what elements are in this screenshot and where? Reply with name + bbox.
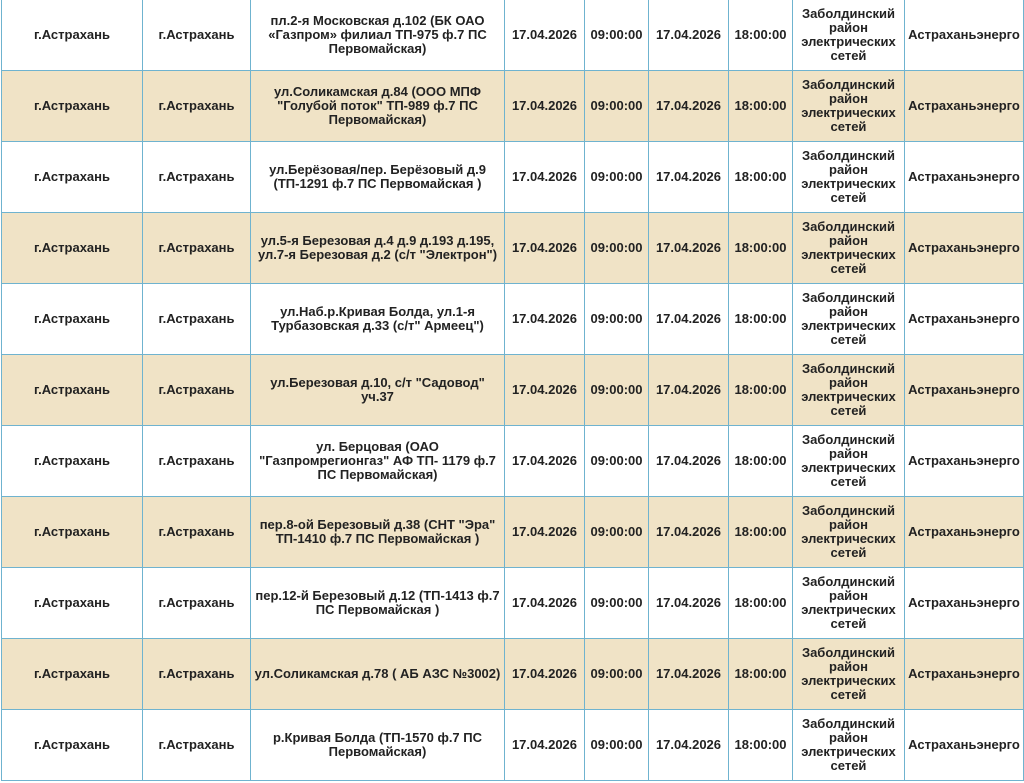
district-cell: Заболдинский район электрических сетей (793, 639, 905, 710)
start-date-cell: 17.04.2026 (505, 213, 585, 284)
table-row (2, 284, 1024, 355)
end-time-cell: 18:00:00 (729, 284, 793, 355)
end-date-cell: 17.04.2026 (649, 284, 729, 355)
start-date-cell: 17.04.2026 (505, 142, 585, 213)
start-time-cell: 09:00:00 (585, 71, 649, 142)
end-date-cell: 17.04.2026 (649, 639, 729, 710)
company-cell: Астраханьэнерго (905, 284, 1024, 355)
city-cell: г.Астрахань (143, 0, 251, 71)
district-cell: Заболдинский район электрических сетей (793, 568, 905, 639)
city-cell: г.Астрахань (143, 284, 251, 355)
city-cell: г.Астрахань (143, 426, 251, 497)
company-cell: Астраханьэнерго (905, 710, 1024, 781)
end-date-cell: 17.04.2026 (649, 0, 729, 71)
end-date-cell: 17.04.2026 (649, 142, 729, 213)
start-time-cell: 09:00:00 (585, 355, 649, 426)
end-time-cell: 18:00:00 (729, 142, 793, 213)
address-cell: ул.Березовая д.10, с/т "Садовод" уч.37 (251, 355, 505, 426)
start-time-cell: 09:00:00 (585, 284, 649, 355)
address-cell: пер.12-й Березовый д.12 (ТП-1413 ф.7 ПС Первомайская ) (251, 568, 505, 639)
start-time-cell: 09:00:00 (585, 639, 649, 710)
district-cell: Заболдинский район электрических сетей (793, 710, 905, 781)
start-time-cell: 09:00:00 (585, 568, 649, 639)
table-row (2, 639, 1024, 710)
city-cell: г.Астрахань (143, 71, 251, 142)
city-cell: г.Астрахань (143, 639, 251, 710)
end-date-cell: 17.04.2026 (649, 497, 729, 568)
end-time-cell: 18:00:00 (729, 355, 793, 426)
start-date-cell: 17.04.2026 (505, 284, 585, 355)
end-date-cell: 17.04.2026 (649, 426, 729, 497)
district-cell: Заболдинский район электрических сетей (793, 355, 905, 426)
district-cell: Заболдинский район электрических сетей (793, 213, 905, 284)
table-row (2, 355, 1024, 426)
region-cell: г.Астрахань (2, 639, 143, 710)
company-cell: Астраханьэнерго (905, 426, 1024, 497)
address-cell: ул. Берцовая (ОАО "Газпромрегионгаз" АФ ТП- 1179 ф.7 ПС Первомайская) (251, 426, 505, 497)
district-cell: Заболдинский район электрических сетей (793, 284, 905, 355)
end-date-cell: 17.04.2026 (649, 568, 729, 639)
company-cell: Астраханьэнерго (905, 568, 1024, 639)
end-date-cell: 17.04.2026 (649, 355, 729, 426)
start-date-cell: 17.04.2026 (505, 355, 585, 426)
table-row (2, 497, 1024, 568)
district-cell: Заболдинский район электрических сетей (793, 426, 905, 497)
address-cell: ул.Берёзовая/пер. Берёзовый д.9 (ТП-1291 ф.7 ПС Первомайская ) (251, 142, 505, 213)
region-cell: г.Астрахань (2, 355, 143, 426)
city-cell: г.Астрахань (143, 710, 251, 781)
end-date-cell: 17.04.2026 (649, 213, 729, 284)
table-row (2, 71, 1024, 142)
start-time-cell: 09:00:00 (585, 213, 649, 284)
city-cell: г.Астрахань (143, 355, 251, 426)
company-cell: Астраханьэнерго (905, 71, 1024, 142)
region-cell: г.Астрахань (2, 0, 143, 71)
end-time-cell: 18:00:00 (729, 0, 793, 71)
start-date-cell: 17.04.2026 (505, 426, 585, 497)
address-cell: ул.Соликамская д.84 (ООО МПФ "Голубой поток" ТП-989 ф.7 ПС Первомайская) (251, 71, 505, 142)
table-row (2, 710, 1024, 781)
start-time-cell: 09:00:00 (585, 0, 649, 71)
region-cell: г.Астрахань (2, 568, 143, 639)
city-cell: г.Астрахань (143, 497, 251, 568)
table-row (2, 0, 1024, 71)
address-cell: ул.Наб.р.Кривая Болда, ул.1-я Турбазовская д.33 (с/т" Армеец") (251, 284, 505, 355)
company-cell: Астраханьэнерго (905, 0, 1024, 71)
city-cell: г.Астрахань (143, 142, 251, 213)
start-time-cell: 09:00:00 (585, 426, 649, 497)
end-time-cell: 18:00:00 (729, 710, 793, 781)
start-date-cell: 17.04.2026 (505, 710, 585, 781)
city-cell: г.Астрахань (143, 568, 251, 639)
district-cell: Заболдинский район электрических сетей (793, 497, 905, 568)
region-cell: г.Астрахань (2, 213, 143, 284)
start-date-cell: 17.04.2026 (505, 639, 585, 710)
city-cell: г.Астрахань (143, 213, 251, 284)
table-row (2, 426, 1024, 497)
end-time-cell: 18:00:00 (729, 213, 793, 284)
end-time-cell: 18:00:00 (729, 639, 793, 710)
company-cell: Астраханьэнерго (905, 213, 1024, 284)
end-date-cell: 17.04.2026 (649, 71, 729, 142)
start-date-cell: 17.04.2026 (505, 497, 585, 568)
end-time-cell: 18:00:00 (729, 426, 793, 497)
region-cell: г.Астрахань (2, 497, 143, 568)
end-time-cell: 18:00:00 (729, 71, 793, 142)
end-date-cell: 17.04.2026 (649, 710, 729, 781)
address-cell: ул.Соликамская д.78 ( АБ АЗС №3002) (251, 639, 505, 710)
region-cell: г.Астрахань (2, 284, 143, 355)
address-cell: ул.5-я Березовая д.4 д.9 д.193 д.195, ул.7-я Березовая д.2 (с/т "Электрон") (251, 213, 505, 284)
region-cell: г.Астрахань (2, 710, 143, 781)
outage-schedule-table (1, 0, 1024, 781)
start-time-cell: 09:00:00 (585, 142, 649, 213)
start-time-cell: 09:00:00 (585, 710, 649, 781)
company-cell: Астраханьэнерго (905, 355, 1024, 426)
start-date-cell: 17.04.2026 (505, 568, 585, 639)
table-row (2, 142, 1024, 213)
district-cell: Заболдинский район электрических сетей (793, 0, 905, 71)
district-cell: Заболдинский район электрических сетей (793, 142, 905, 213)
end-time-cell: 18:00:00 (729, 568, 793, 639)
region-cell: г.Астрахань (2, 71, 143, 142)
table-row (2, 213, 1024, 284)
table-row (2, 568, 1024, 639)
region-cell: г.Астрахань (2, 142, 143, 213)
company-cell: Астраханьэнерго (905, 497, 1024, 568)
address-cell: пл.2-я Московская д.102 (БК ОАО «Газпром» филиал ТП-975 ф.7 ПС Первомайская) (251, 0, 505, 71)
district-cell: Заболдинский район электрических сетей (793, 71, 905, 142)
start-time-cell: 09:00:00 (585, 497, 649, 568)
address-cell: пер.8-ой Березовый д.38 (СНТ "Эра" ТП-1410 ф.7 ПС Первомайская ) (251, 497, 505, 568)
company-cell: Астраханьэнерго (905, 142, 1024, 213)
region-cell: г.Астрахань (2, 426, 143, 497)
end-time-cell: 18:00:00 (729, 497, 793, 568)
address-cell: р.Кривая Болда (ТП-1570 ф.7 ПС Первомайская) (251, 710, 505, 781)
start-date-cell: 17.04.2026 (505, 0, 585, 71)
company-cell: Астраханьэнерго (905, 639, 1024, 710)
table-body (2, 0, 1024, 781)
start-date-cell: 17.04.2026 (505, 71, 585, 142)
